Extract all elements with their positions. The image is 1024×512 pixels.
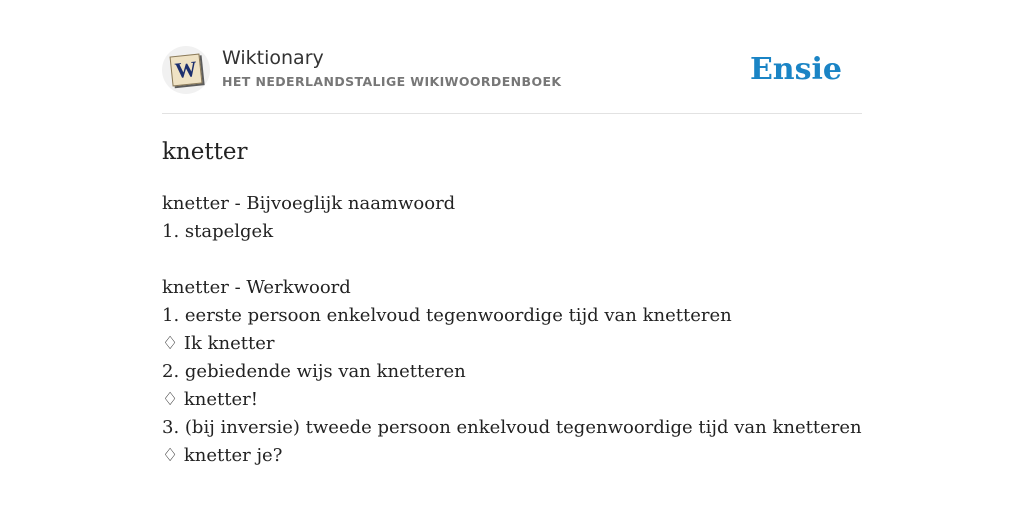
header-divider xyxy=(162,113,862,114)
site-title[interactable]: Wiktionary xyxy=(222,47,324,69)
logo-letter: W xyxy=(173,55,199,84)
definition-card xyxy=(162,0,862,512)
section-heading: knetter - Werkwoord xyxy=(162,277,351,298)
word-title: knetter xyxy=(162,139,248,165)
ensie-brand-logo[interactable]: Ensie xyxy=(749,52,842,87)
wiktionary-logo[interactable] xyxy=(162,46,210,94)
definition-line: 3. (bij inversie) tweede persoon enkelvoud tegenwoordige tijd van knetteren xyxy=(162,417,862,438)
example-line: ♢ Ik knetter xyxy=(162,333,275,354)
definition-line: 1. eerste persoon enkelvoud tegenwoordige tijd van knetteren xyxy=(162,305,732,326)
wiktionary-tile-icon xyxy=(170,54,203,87)
definition-body xyxy=(162,190,862,470)
example-line: ♢ knetter! xyxy=(162,389,258,410)
section-heading: knetter - Bijvoeglijk naamwoord xyxy=(162,193,456,214)
blank-line xyxy=(162,246,862,274)
site-header xyxy=(162,46,862,96)
site-subtitle: HET NEDERLANDSTALIGE WIKIWOORDENBOEK xyxy=(222,74,562,89)
definition-line: 2. gebiedende wijs van knetteren xyxy=(162,361,466,382)
definition-line: 1. stapelgek xyxy=(162,221,274,242)
example-line: ♢ knetter je? xyxy=(162,445,283,466)
